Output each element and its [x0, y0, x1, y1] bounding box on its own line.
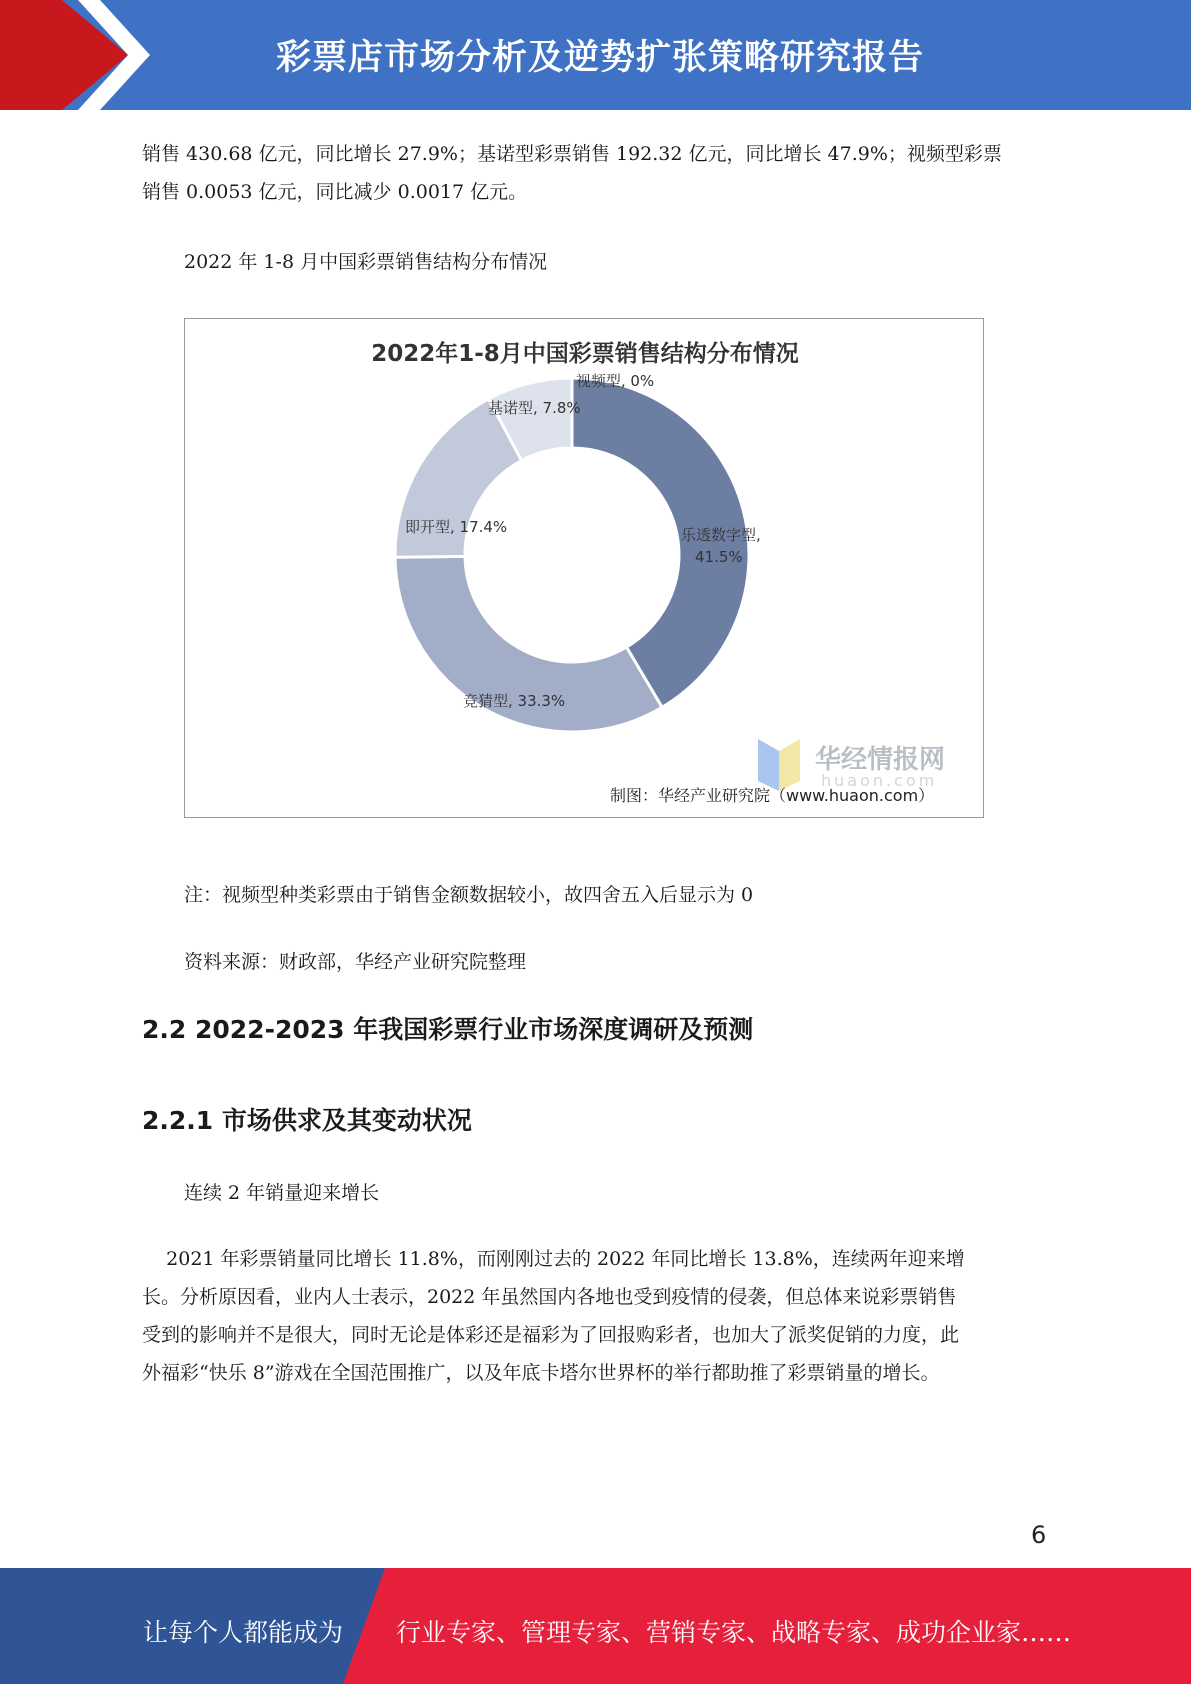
watermark-domain: huaon.com — [821, 771, 938, 790]
slice-label-lotto-value: 41.5% — [695, 548, 743, 566]
section-heading: 2.2 2022-2023 年我国彩票行业市场深度调研及预测 — [142, 1015, 754, 1044]
figure-caption: 2022 年 1-8 月中国彩票销售结构分布情况 — [184, 251, 548, 273]
intro-line-1: 销售 430.68 亿元，同比增长 27.9%；基诺型彩票销售 192.32 亿元，同比增长 47.9%；视频型彩票 — [142, 143, 1002, 165]
intro-line-2: 销售 0.0053 亿元，同比减少 0.0017 亿元。 — [142, 181, 528, 203]
page-header — [0, 0, 1191, 110]
footer-slogan-right: 行业专家、管理专家、营销专家、战略专家、成功企业家…… — [396, 1618, 1072, 1647]
body-line-4: 外福彩“快乐 8”游戏在全国范围推广，以及年底卡塔尔世界杯的举行都助推了彩票销量的增长。 — [142, 1362, 940, 1384]
report-title: 彩票店市场分析及逆势扩张策略研究报告 — [275, 38, 924, 78]
subheading-text: 连续 2 年销量迎来增长 — [184, 1182, 380, 1204]
chart-figure — [184, 318, 984, 818]
body-line-3: 受到的影响并不是很大，同时无论是体彩还是福彩为了回报购彩者，也加大了派奖促销的力度，此 — [142, 1324, 960, 1346]
chart-note: 注：视频型种类彩票由于销售金额数据较小，故四舍五入后显示为 0 — [184, 884, 754, 906]
watermark-name: 华经情报网 — [815, 745, 946, 775]
header-arrow-decoration — [0, 0, 170, 110]
subsection-heading: 2.2.1 市场供求及其变动状况 — [142, 1106, 472, 1135]
page-number: 6 — [1031, 1521, 1047, 1549]
body-line-2: 长。分析原因看，业内人士表示，2022 年虽然国内各地也受到疫情的侵袭，但总体来说彩票销售 — [142, 1286, 957, 1308]
body-line-1: 2021 年彩票销量同比增长 11.8%，而刚刚过去的 2022 年同比增长 13.8%，连续两年迎来增 — [142, 1248, 965, 1270]
chart-credit: 制图：华经产业研究院（www.huaon.com） — [610, 786, 935, 805]
page-footer — [0, 1568, 1191, 1684]
data-source: 资料来源：财政部，华经产业研究院整理 — [184, 951, 527, 973]
slice-label-keno: 基诺型, 7.8% — [488, 399, 581, 417]
slice-label-instant: 即开型, 17.4% — [405, 518, 508, 536]
slice-label-sports: 竞猜型, 33.3% — [463, 692, 566, 710]
chart-title: 2022年1-8月中国彩票销售结构分布情况 — [371, 341, 799, 367]
slice-label-lotto-name: 乐透数字型, — [681, 526, 761, 544]
slice-label-video: 视频型, 0% — [575, 372, 655, 390]
footer-slogan-left: 让每个人都能成为 — [143, 1618, 344, 1647]
